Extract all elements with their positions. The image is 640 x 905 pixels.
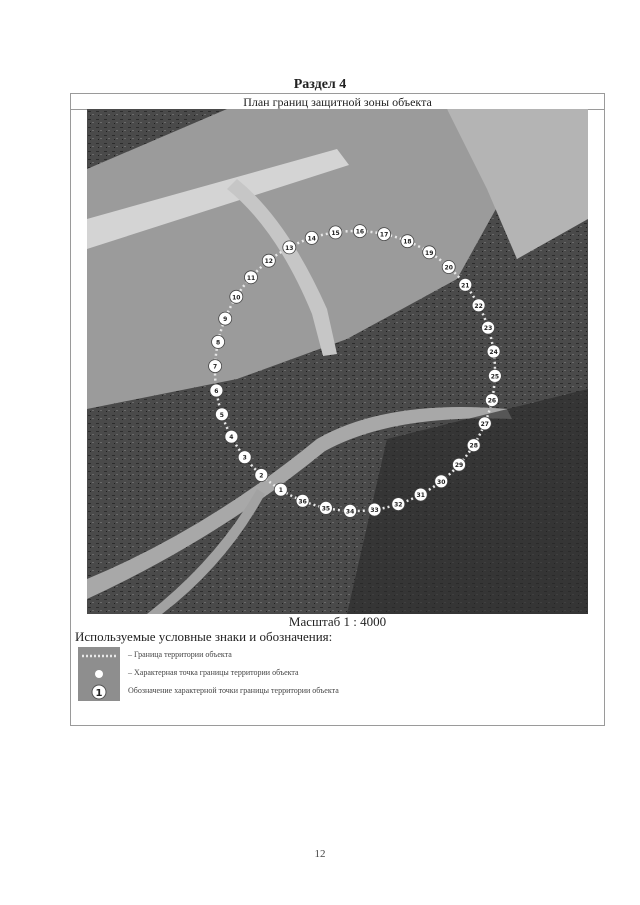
boundary-point-marker bbox=[453, 458, 466, 471]
page-number: 12 bbox=[314, 848, 326, 860]
boundary-point-marker bbox=[245, 271, 258, 284]
boundary-point-label: 6 bbox=[214, 388, 219, 395]
boundary-point-label: 4 bbox=[229, 434, 234, 442]
boundary-point-marker bbox=[442, 261, 455, 274]
plan-frame bbox=[70, 93, 605, 726]
boundary-point-label: 36 bbox=[298, 498, 307, 506]
boundary-point-marker bbox=[319, 501, 332, 514]
point-marker-icon bbox=[78, 665, 120, 683]
boundary-point-label: 2 bbox=[259, 472, 264, 480]
scale-label: Масштаб 1 : 4000 bbox=[288, 614, 387, 629]
legend-text-number: Обозначение характерной точки границы территории объекта bbox=[128, 686, 339, 695]
boundary-point-label: 24 bbox=[489, 349, 498, 356]
boundary-point-label: 7 bbox=[213, 363, 218, 371]
boundary-point-label: 18 bbox=[403, 238, 412, 246]
section-title: Раздел 4 bbox=[293, 77, 347, 92]
boundary-point-marker bbox=[414, 488, 427, 501]
boundary-point-marker bbox=[219, 312, 232, 325]
boundary-point-marker bbox=[274, 483, 287, 496]
plan-title: План границ защитной зоны объекта bbox=[71, 95, 604, 110]
boundary-point-marker bbox=[296, 494, 309, 507]
boundary-point-marker bbox=[344, 504, 357, 517]
point-number-marker-icon bbox=[78, 683, 120, 701]
boundary-point-marker bbox=[435, 475, 448, 488]
boundary-point-marker bbox=[353, 225, 366, 238]
boundary-point-label: 23 bbox=[483, 325, 493, 333]
boundary-point-marker bbox=[262, 254, 275, 267]
boundary-point-label: 14 bbox=[307, 235, 316, 243]
aerial-map bbox=[87, 109, 588, 614]
boundary-point-marker bbox=[283, 241, 296, 254]
boundary-point-label: 30 bbox=[437, 478, 446, 486]
legend-row-boundary bbox=[78, 647, 578, 665]
boundary-point-label: 19 bbox=[425, 249, 434, 257]
boundary-point-marker bbox=[210, 384, 223, 397]
boundary-point-marker bbox=[392, 498, 405, 511]
boundary-point-label: 13 bbox=[285, 244, 294, 252]
boundary-point-marker bbox=[209, 360, 222, 373]
boundary-point-marker bbox=[485, 394, 498, 407]
boundary-point-label: 34 bbox=[345, 508, 355, 516]
boundary-point-label: 12 bbox=[264, 258, 273, 266]
boundary-point-marker bbox=[230, 290, 243, 303]
boundary-point-label: 32 bbox=[394, 501, 403, 509]
boundary-point-marker bbox=[482, 321, 495, 334]
boundary-point-label: 28 bbox=[469, 442, 478, 450]
boundary-point-label: 17 bbox=[379, 231, 389, 239]
boundary-point-label: 20 bbox=[444, 264, 453, 272]
boundary-point-marker bbox=[255, 469, 268, 482]
boundary-point-marker bbox=[478, 417, 491, 430]
boundary-point-marker bbox=[305, 231, 318, 244]
boundary-point-marker bbox=[238, 451, 251, 464]
boundary-point-label: 31 bbox=[416, 492, 425, 500]
legend-text-point: – Характерная точка границы территории объекта bbox=[128, 668, 299, 677]
legend-text-boundary: – Граница территории объекта bbox=[128, 650, 232, 659]
boundary-point-label: 8 bbox=[216, 339, 221, 347]
boundary-point-marker bbox=[488, 369, 501, 382]
boundary-point-marker bbox=[215, 408, 228, 421]
legend-row-number bbox=[78, 683, 578, 701]
legend-marker-label: 1 bbox=[95, 688, 103, 699]
boundary-point-label: 22 bbox=[474, 302, 483, 310]
boundary-point-marker bbox=[423, 246, 436, 259]
boundary-point-marker bbox=[487, 345, 500, 358]
boundary-point-label: 21 bbox=[461, 282, 470, 290]
boundary-point-marker bbox=[329, 226, 342, 239]
dotted-boundary-line-icon bbox=[78, 647, 120, 665]
boundary-point-label: 33 bbox=[370, 507, 379, 515]
boundary-point-marker bbox=[472, 299, 485, 312]
boundary-point-marker bbox=[401, 235, 414, 248]
boundary-point-label: 27 bbox=[480, 420, 489, 428]
boundary-point-label: 1 bbox=[278, 487, 283, 495]
boundary-point-label: 10 bbox=[232, 294, 241, 302]
boundary-point-label: 16 bbox=[355, 228, 365, 236]
boundary-point-label: 29 bbox=[454, 462, 464, 470]
boundary-point-marker bbox=[378, 228, 391, 241]
boundary-point-label: 15 bbox=[331, 229, 340, 237]
boundary-point-marker bbox=[225, 430, 238, 443]
boundary-point-marker bbox=[212, 335, 225, 348]
boundary-point-label: 11 bbox=[246, 274, 256, 282]
legend-row-point bbox=[78, 665, 578, 683]
boundary-point-label: 3 bbox=[242, 454, 247, 462]
boundary-point-marker bbox=[467, 439, 480, 452]
boundary-point-label: 9 bbox=[223, 316, 228, 324]
boundary-point-marker bbox=[459, 278, 472, 291]
boundary-point-label: 25 bbox=[490, 373, 500, 381]
legend-title: Используемые условные знаки и обозначения: bbox=[75, 629, 333, 644]
boundary-point-label: 26 bbox=[487, 397, 497, 405]
boundary-point-label: 5 bbox=[219, 411, 224, 419]
boundary-point-label: 35 bbox=[321, 505, 331, 513]
boundary-point-marker bbox=[368, 503, 381, 516]
map-canvas bbox=[87, 109, 588, 614]
